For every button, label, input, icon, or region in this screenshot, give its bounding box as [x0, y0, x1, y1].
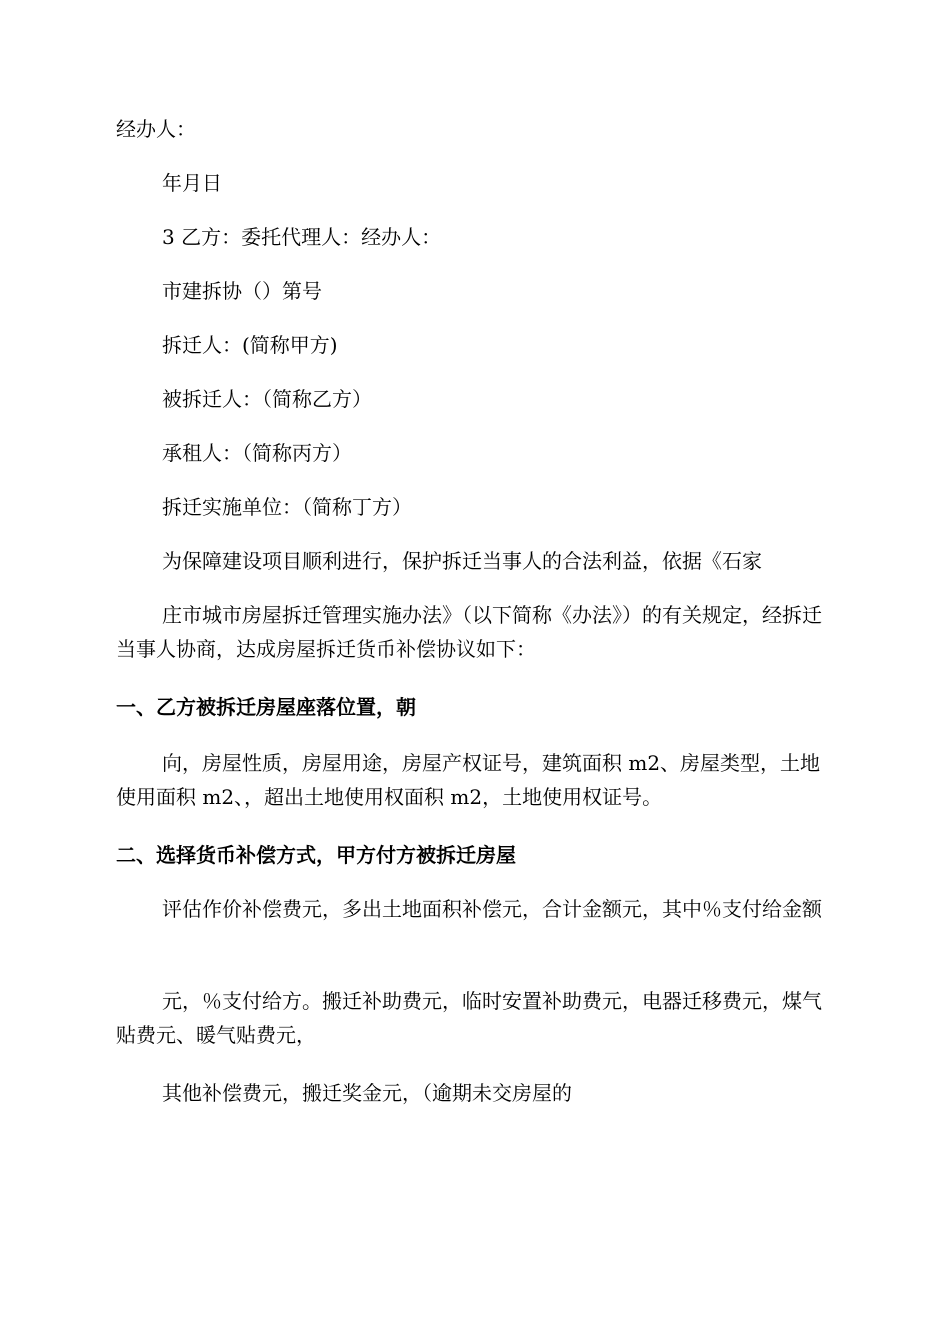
party-c-line: 承租人：（简称丙方） — [162, 441, 352, 465]
date-line: 年月日 — [162, 171, 222, 195]
party-a-line: 拆迁人：(简称甲方) — [162, 333, 338, 357]
handler-label: 经办人： — [116, 117, 196, 141]
party-d-line: 拆迁实施单位：（简称丁方） — [162, 495, 412, 519]
fees-paragraph: 元，％支付给方。搬迁补助费元，临时安置补助费元，电器迁移费元，煤气贴费元、暖气贴费元， — [116, 989, 822, 1047]
party-b-line: 被拆迁人：（简称乙方） — [162, 387, 372, 411]
legal-basis-paragraph: 庄市城市房屋拆迁管理实施办法》（以下简称《办法》）的有关规定，经拆迁当事人协商，达成房屋拆迁货币补偿协议如下： — [116, 603, 822, 661]
other-fees-line: 其他补偿费元，搬迁奖金元，（逾期未交房屋的 — [162, 1081, 572, 1105]
valuation-paragraph: 评估作价补偿费元，多出土地面积补偿元，合计金额元，其中％支付给金额 — [162, 897, 822, 921]
agreement-number: 市建拆协（）第号 — [162, 279, 322, 303]
house-details-paragraph: 向，房屋性质，房屋用途，房屋产权证号，建筑面积 m2、房屋类型，土地使用面积 m2、，超出土地使用权面积 m2，土地使用权证号。 — [116, 751, 821, 809]
section-heading-2: 二、选择货币补偿方式，甲方付方被拆迁房屋 — [116, 843, 516, 867]
preamble-line: 为保障建设项目顺利进行，保护拆迁当事人的合法利益，依据《石家 — [162, 549, 762, 573]
party-b-signature-line: 3 乙方：委托代理人：经办人： — [162, 225, 442, 249]
section-heading-1: 一、乙方被拆迁房屋座落位置，朝 — [116, 695, 416, 719]
